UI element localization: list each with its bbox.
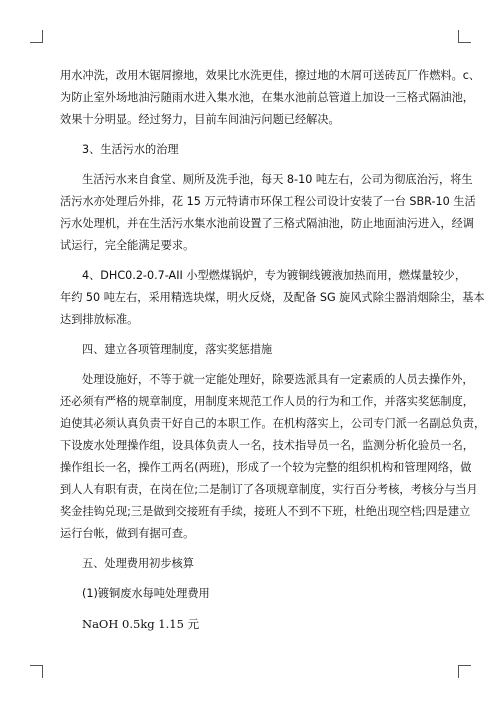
crop-mark-bottom-right	[458, 665, 471, 678]
paragraph	[60, 553, 440, 575]
text-line: (1)镀铜废水每吨处理费用	[82, 587, 210, 600]
paragraph	[60, 339, 440, 361]
text-line: 处理设施好，不等于就一定能处理好，除要选派具有一定素质的人员去操作外，	[82, 373, 474, 386]
text-line: 四、建立各项管理制度，落实奖惩措施	[82, 343, 273, 356]
text-line: 达到排放标准。	[60, 313, 139, 326]
document-body	[60, 65, 486, 635]
text-line: 试运行，完全能满足要求。	[60, 239, 195, 252]
crop-mark-top-left	[30, 30, 43, 43]
text-line: 生活污水来自食堂、厕所及洗手池，每天 8-10 吨左右，公司为彻底治污，将生	[82, 173, 473, 186]
paragraph	[60, 265, 485, 331]
text-line: 为防止室外场地油污随雨水进入集水池，在集水池前总管道上加设一三格式隔油池，	[60, 91, 474, 104]
text-line: 用水冲洗，改用木锯屑擦地，效果比水洗更佳，擦过地的木屑可送砖瓦厂作燃料。c、	[60, 69, 481, 82]
text-line: 五、处理费用初步核算	[82, 557, 194, 570]
paragraph	[60, 139, 440, 161]
text-line: 迫使其必须认真负责干好自己的本职工作。在机构落实上，公司专门派一名副总负责，	[60, 417, 486, 430]
paragraph	[60, 369, 486, 545]
text-line: 奖金挂钩兑现;三是做到交接班有手续，接班人不到不下班，杜绝出现空档;四是建立	[60, 505, 471, 518]
crop-mark-top-right	[458, 30, 471, 43]
text-line: 年约 50 吨左右，采用精选块煤，明火反烧，及配备 SG 旋风式除尘器消烟除尘，基本	[60, 291, 485, 304]
paragraph	[60, 583, 440, 605]
text-line: 还必须有严格的规章制度，用制度来规范工作人员的行为和工作，并落实奖惩制度，	[60, 395, 474, 408]
text-line: 操作组长一名，操作工两名(两班)，形成了一个较为完整的组织机构和管理网络，做	[60, 461, 472, 474]
text-line: 活污水亦处理后外排，花 15 万元特请市环保工程公司设计安装了一台 SBR-10 生活	[60, 195, 476, 208]
text-line: 到人人有职有责，在岗在位;二是制订了各项规章制度，实行百分考核，考核分与当月	[60, 483, 478, 496]
text-line: 下设废水处理操作组，设具体负责人一名，技术指导员一名，监测分析化验员一名，	[60, 439, 474, 452]
text-line: 4、DHC0.2-0.7-AII 小型燃煤锅炉，专为镀铜线镀液加热而用，燃煤量较少，	[82, 269, 467, 282]
text-line: 污水处理机，并在生活污水集水池前设置了三格式隔油池，防止地面油污进入，经调	[60, 217, 474, 230]
text-line: 3、生活污水的治理	[82, 143, 179, 156]
paragraph	[60, 169, 476, 257]
paragraph	[60, 613, 440, 635]
text-line: NaOH 0.5kg 1.15 元	[82, 617, 200, 631]
crop-mark-bottom-left	[30, 665, 43, 678]
text-line: 运行台帐，做到有据可查。	[60, 527, 195, 540]
text-line: 效果十分明显。经过努力，目前车间油污问题已经解决。	[60, 113, 340, 126]
paragraph	[60, 65, 481, 131]
